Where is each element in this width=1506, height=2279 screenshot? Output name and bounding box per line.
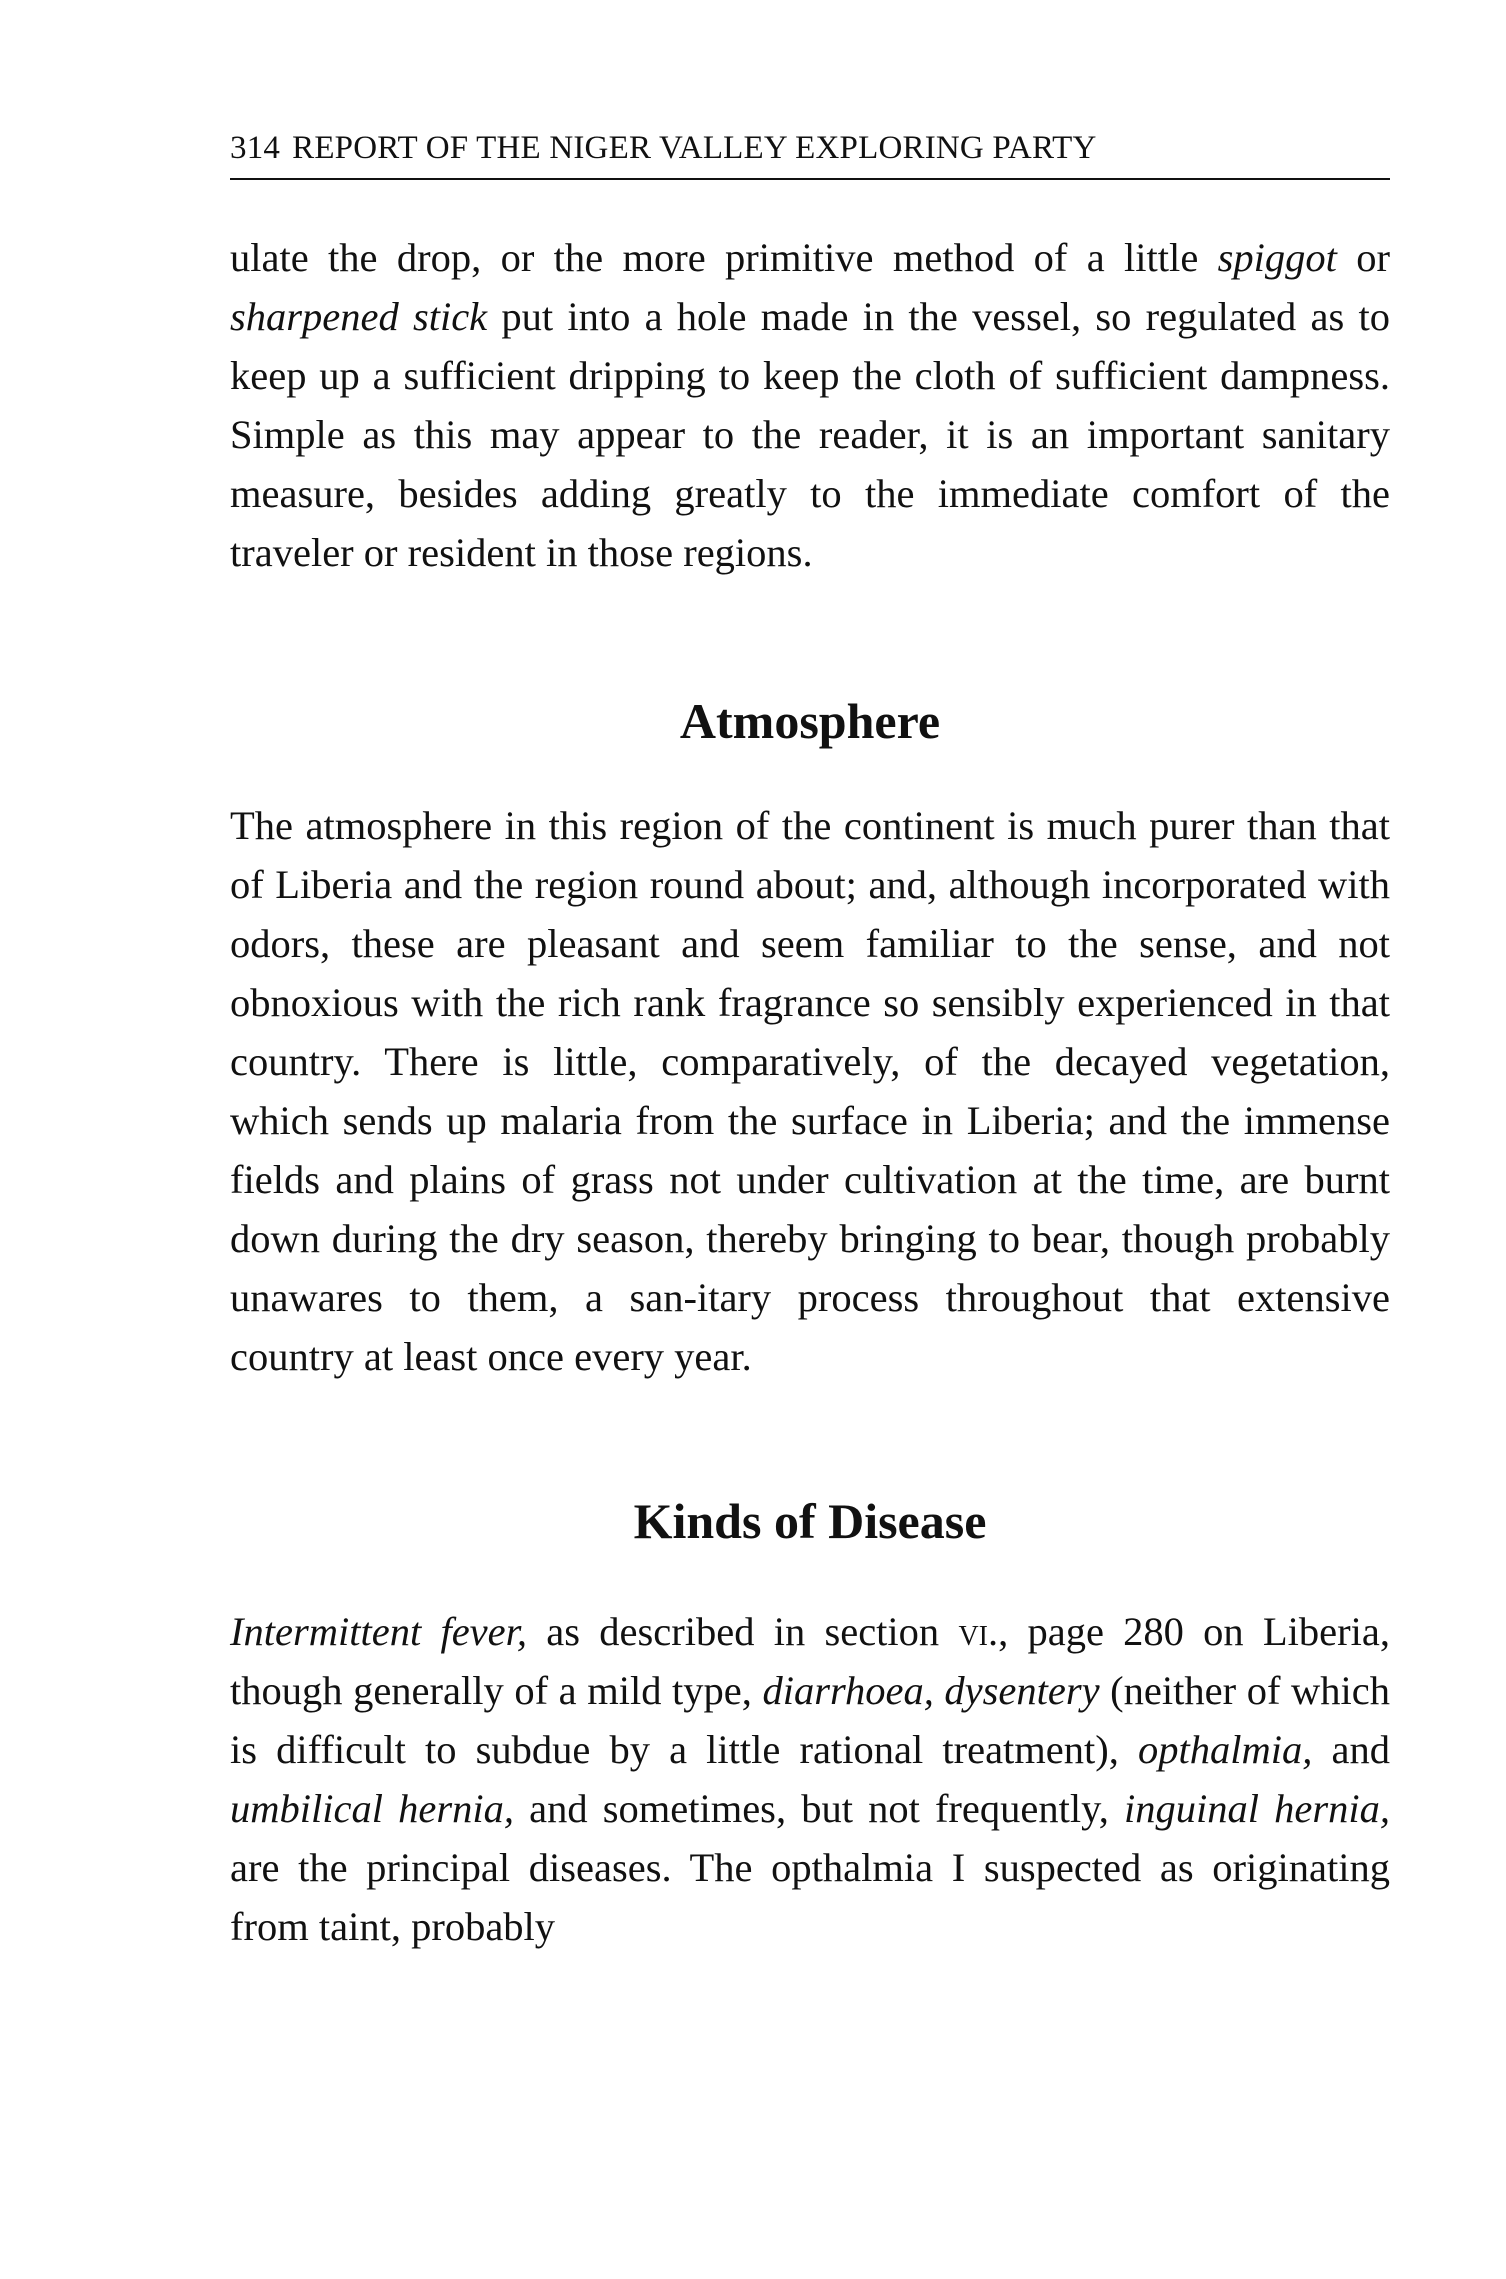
section-heading-atmosphere: Atmosphere: [679, 693, 941, 749]
text-run: or: [1336, 235, 1390, 280]
italic-term: opthalmia,: [1138, 1727, 1313, 1772]
section-heading-kinds-of-disease: Kinds of Disease: [633, 1493, 987, 1549]
italic-term: sharpened stick: [230, 294, 488, 339]
paragraph-continuation: [230, 228, 1390, 582]
text-run: put into a hole made in the vessel, so regulated as to keep up a sufficient dripping to keep the cloth of sufficient dampness. Simple as this may appear to the reader, it is an important sanitary measure, besides adding greatly to the immediate comfort of the traveler or resident in those regions.: [230, 294, 1390, 575]
section-reference: vi.: [958, 1609, 999, 1654]
text-run: (neither of which is difficult to subdue by a little rational treatment),: [230, 1668, 1390, 1772]
text-run: , page 280 on Liberia, though generally of a mild type,: [230, 1609, 1390, 1713]
page-number: 314: [230, 130, 281, 166]
italic-term: Intermittent fever,: [230, 1609, 528, 1654]
italic-term: spiggot: [1217, 235, 1337, 280]
text-run: as described in section: [527, 1609, 959, 1654]
text-run: ulate the drop, or the more primitive method of a little: [230, 235, 1218, 280]
text-run: and sometimes, but not frequently,: [513, 1786, 1124, 1831]
paragraph-kinds-of-disease: [230, 1602, 1390, 1956]
text-run: and: [1312, 1727, 1391, 1772]
italic-term: inguinal hernia,: [1124, 1786, 1390, 1831]
running-title: REPORT OF THE NIGER VALLEY EXPLORING PARTY: [292, 130, 1097, 166]
book-page: [230, 130, 1390, 1956]
italic-term: diarrhoea, dysentery: [762, 1668, 1100, 1713]
paragraph-atmosphere: The atmosphere in this region of the continent is much purer than that of Liberia and the region round about; and, although incorporated with odors, these are pleasant and seem familiar to the sense, and not obnoxious with the rich rank fragrance so sensibly experienced in that country. There is little, comparatively, of the decayed vegetation, which sends up malaria from the surface in Liberia; and the immense fields and plains of grass not under cultivation at the time, are burnt down during the dry season, thereby bringing to bear, though probably unawares to them, a san-itary process throughout that extensive country at least once every year.: [230, 803, 1390, 1379]
running-header: [230, 130, 1390, 180]
italic-term: umbilical hernia,: [230, 1786, 514, 1831]
text-run: are the principal diseases. The opthalmia I suspected as originating from taint, probably: [230, 1845, 1390, 1949]
